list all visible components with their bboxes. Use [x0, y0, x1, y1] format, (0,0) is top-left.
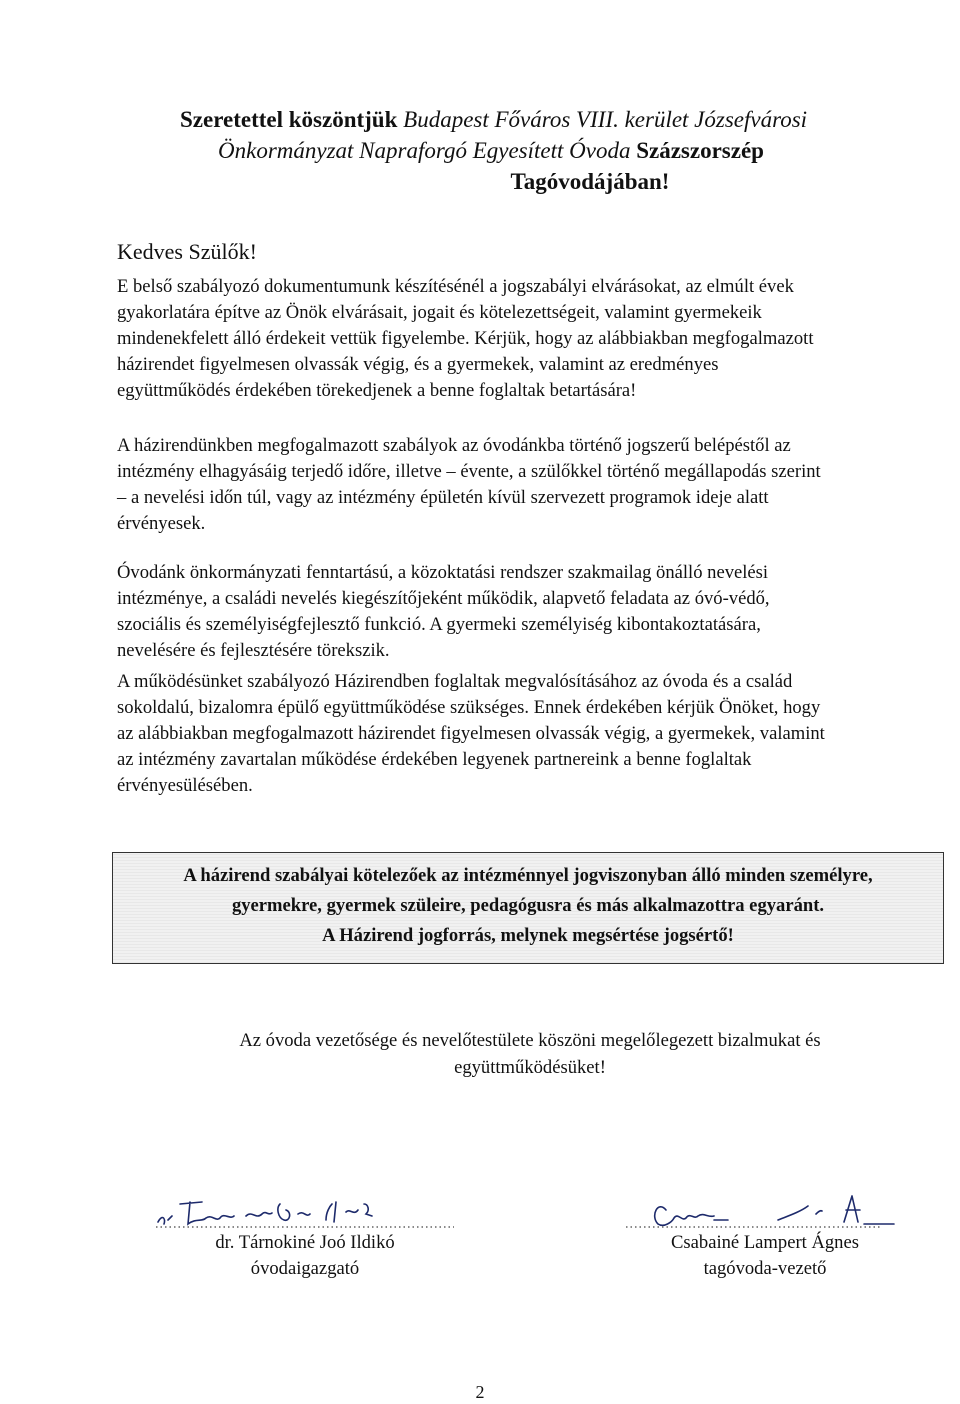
- paragraph-line: együttműködés érdekében törekedjenek a benne foglaltak betartására!: [117, 380, 637, 401]
- paragraph-line: házirendet figyelmesen olvassák végig, és a gyermekek, valamint az eredményes: [117, 354, 719, 375]
- welcome-heading: [180, 104, 880, 197]
- paragraph-line: érvényesek.: [117, 513, 206, 534]
- signatory-role: óvodaigazgató: [250, 1258, 360, 1279]
- salutation: Kedves Szülők!: [117, 239, 257, 264]
- signatory-role: tagóvoda-vezető: [703, 1258, 827, 1279]
- paragraph-line: – a nevelési időn túl, vagy az intézmény épületén kívül szervezett programok ideje alatt: [117, 487, 769, 508]
- heading-italic-institution: Önkormányzat Napraforgó Egyesített Óvoda: [218, 138, 631, 163]
- paragraph-line: nevelésére és fejlesztésére törekszik.: [117, 640, 390, 661]
- page-number: 2: [475, 1382, 485, 1402]
- house-rules-notice-box: [112, 852, 944, 964]
- paragraph-line: az alábbiakban megfogalmazott házirendet figyelmesen olvassák végig, a gyermekek, valamint: [117, 723, 825, 744]
- handwritten-signature-head-teacher: [620, 1190, 910, 1230]
- paragraph-line: gyakorlatára építve az Önök elvárásait, jogait és kötelezettségeit, valamint gyermekeik: [117, 302, 762, 323]
- notice-line: A házirend szabályai kötelezőek az intézménnyel jogviszonyban álló minden személyre,: [183, 865, 873, 886]
- heading-bold-greeting: Szeretettel köszöntjük: [180, 107, 398, 132]
- paragraph-line: szociális és személyiségfejlesztő funkció. A gyermeki személyiség kibontakoztatására,: [117, 614, 761, 635]
- signature-block-head-teacher: [620, 1190, 910, 1282]
- signatory-name: dr. Tárnokiné Joó Ildikó: [215, 1232, 395, 1253]
- paragraph-line: sokoldalú, bizalomra épülő együttműködése szükséges. Ennek érdekében kérjük Önöket, hogy: [117, 697, 821, 718]
- paragraph-4: [117, 669, 937, 799]
- signature-block-director: [150, 1190, 460, 1282]
- signatory-name: Csabainé Lampert Ágnes: [671, 1232, 859, 1253]
- notice-line: A Házirend jogforrás, melynek megsértése jogsértő!: [322, 925, 734, 946]
- notice-line: gyermekre, gyermek szüleire, pedagógusra és más alkalmazottra egyaránt.: [231, 895, 825, 916]
- heading-line-2: [180, 135, 880, 166]
- paragraph-line: E belső szabályozó dokumentumunk készítésénél a jogszabályi elvárásokat, az elmúlt évek: [117, 276, 794, 297]
- paragraph-line: intézmény elhagyásáig terjedő időre, illetve – évente, a szülőkkel történő megállapodás szerint: [117, 461, 821, 482]
- paragraph-line: mindenekfelett álló érdekeit vettük figyelembe. Kérjük, hogy az alábbiakban megfogalmazott: [117, 328, 814, 349]
- paragraph-line: az intézmény zavartalan működése érdekében legyenek partnereink a benne foglaltak: [117, 749, 752, 770]
- paragraph-2: [117, 433, 937, 537]
- paragraph-line: Óvodánk önkormányzati fenntartású, a közoktatási rendszer szakmailag önálló nevelési: [117, 562, 769, 583]
- paragraph-line: A házirendünkben megfogalmazott szabályok az óvodánkba történő jogszerű belépéstől az: [117, 435, 791, 456]
- paragraph-1: [117, 274, 937, 404]
- closing-statement: [100, 1027, 960, 1081]
- paragraph-line: intézménye, a családi nevelés kiegészítőjeként működik, alapvető feladata az óvó-védő,: [117, 588, 770, 609]
- heading-bold-kindergarten-name: Százszorszép: [636, 138, 764, 163]
- paragraph-line: A működésünket szabályozó Házirendben foglaltak megvalósításához az óvoda és a család: [117, 671, 793, 692]
- heading-line-3: [180, 166, 880, 197]
- paragraph-3: [117, 560, 937, 664]
- heading-bold-tagovoda: Tagóvodájában!: [510, 169, 670, 194]
- handwritten-signature-director: [150, 1190, 460, 1230]
- closing-line: együttműködésüket!: [454, 1057, 606, 1078]
- closing-line: Az óvoda vezetősége és nevelőtestülete köszöni megelőlegezett bizalmukat és: [239, 1030, 821, 1051]
- heading-line-1: [180, 104, 880, 135]
- paragraph-line: érvényesülésében.: [117, 775, 253, 796]
- heading-italic-district: Budapest Főváros VIII. kerület Józsefvárosi: [403, 107, 808, 132]
